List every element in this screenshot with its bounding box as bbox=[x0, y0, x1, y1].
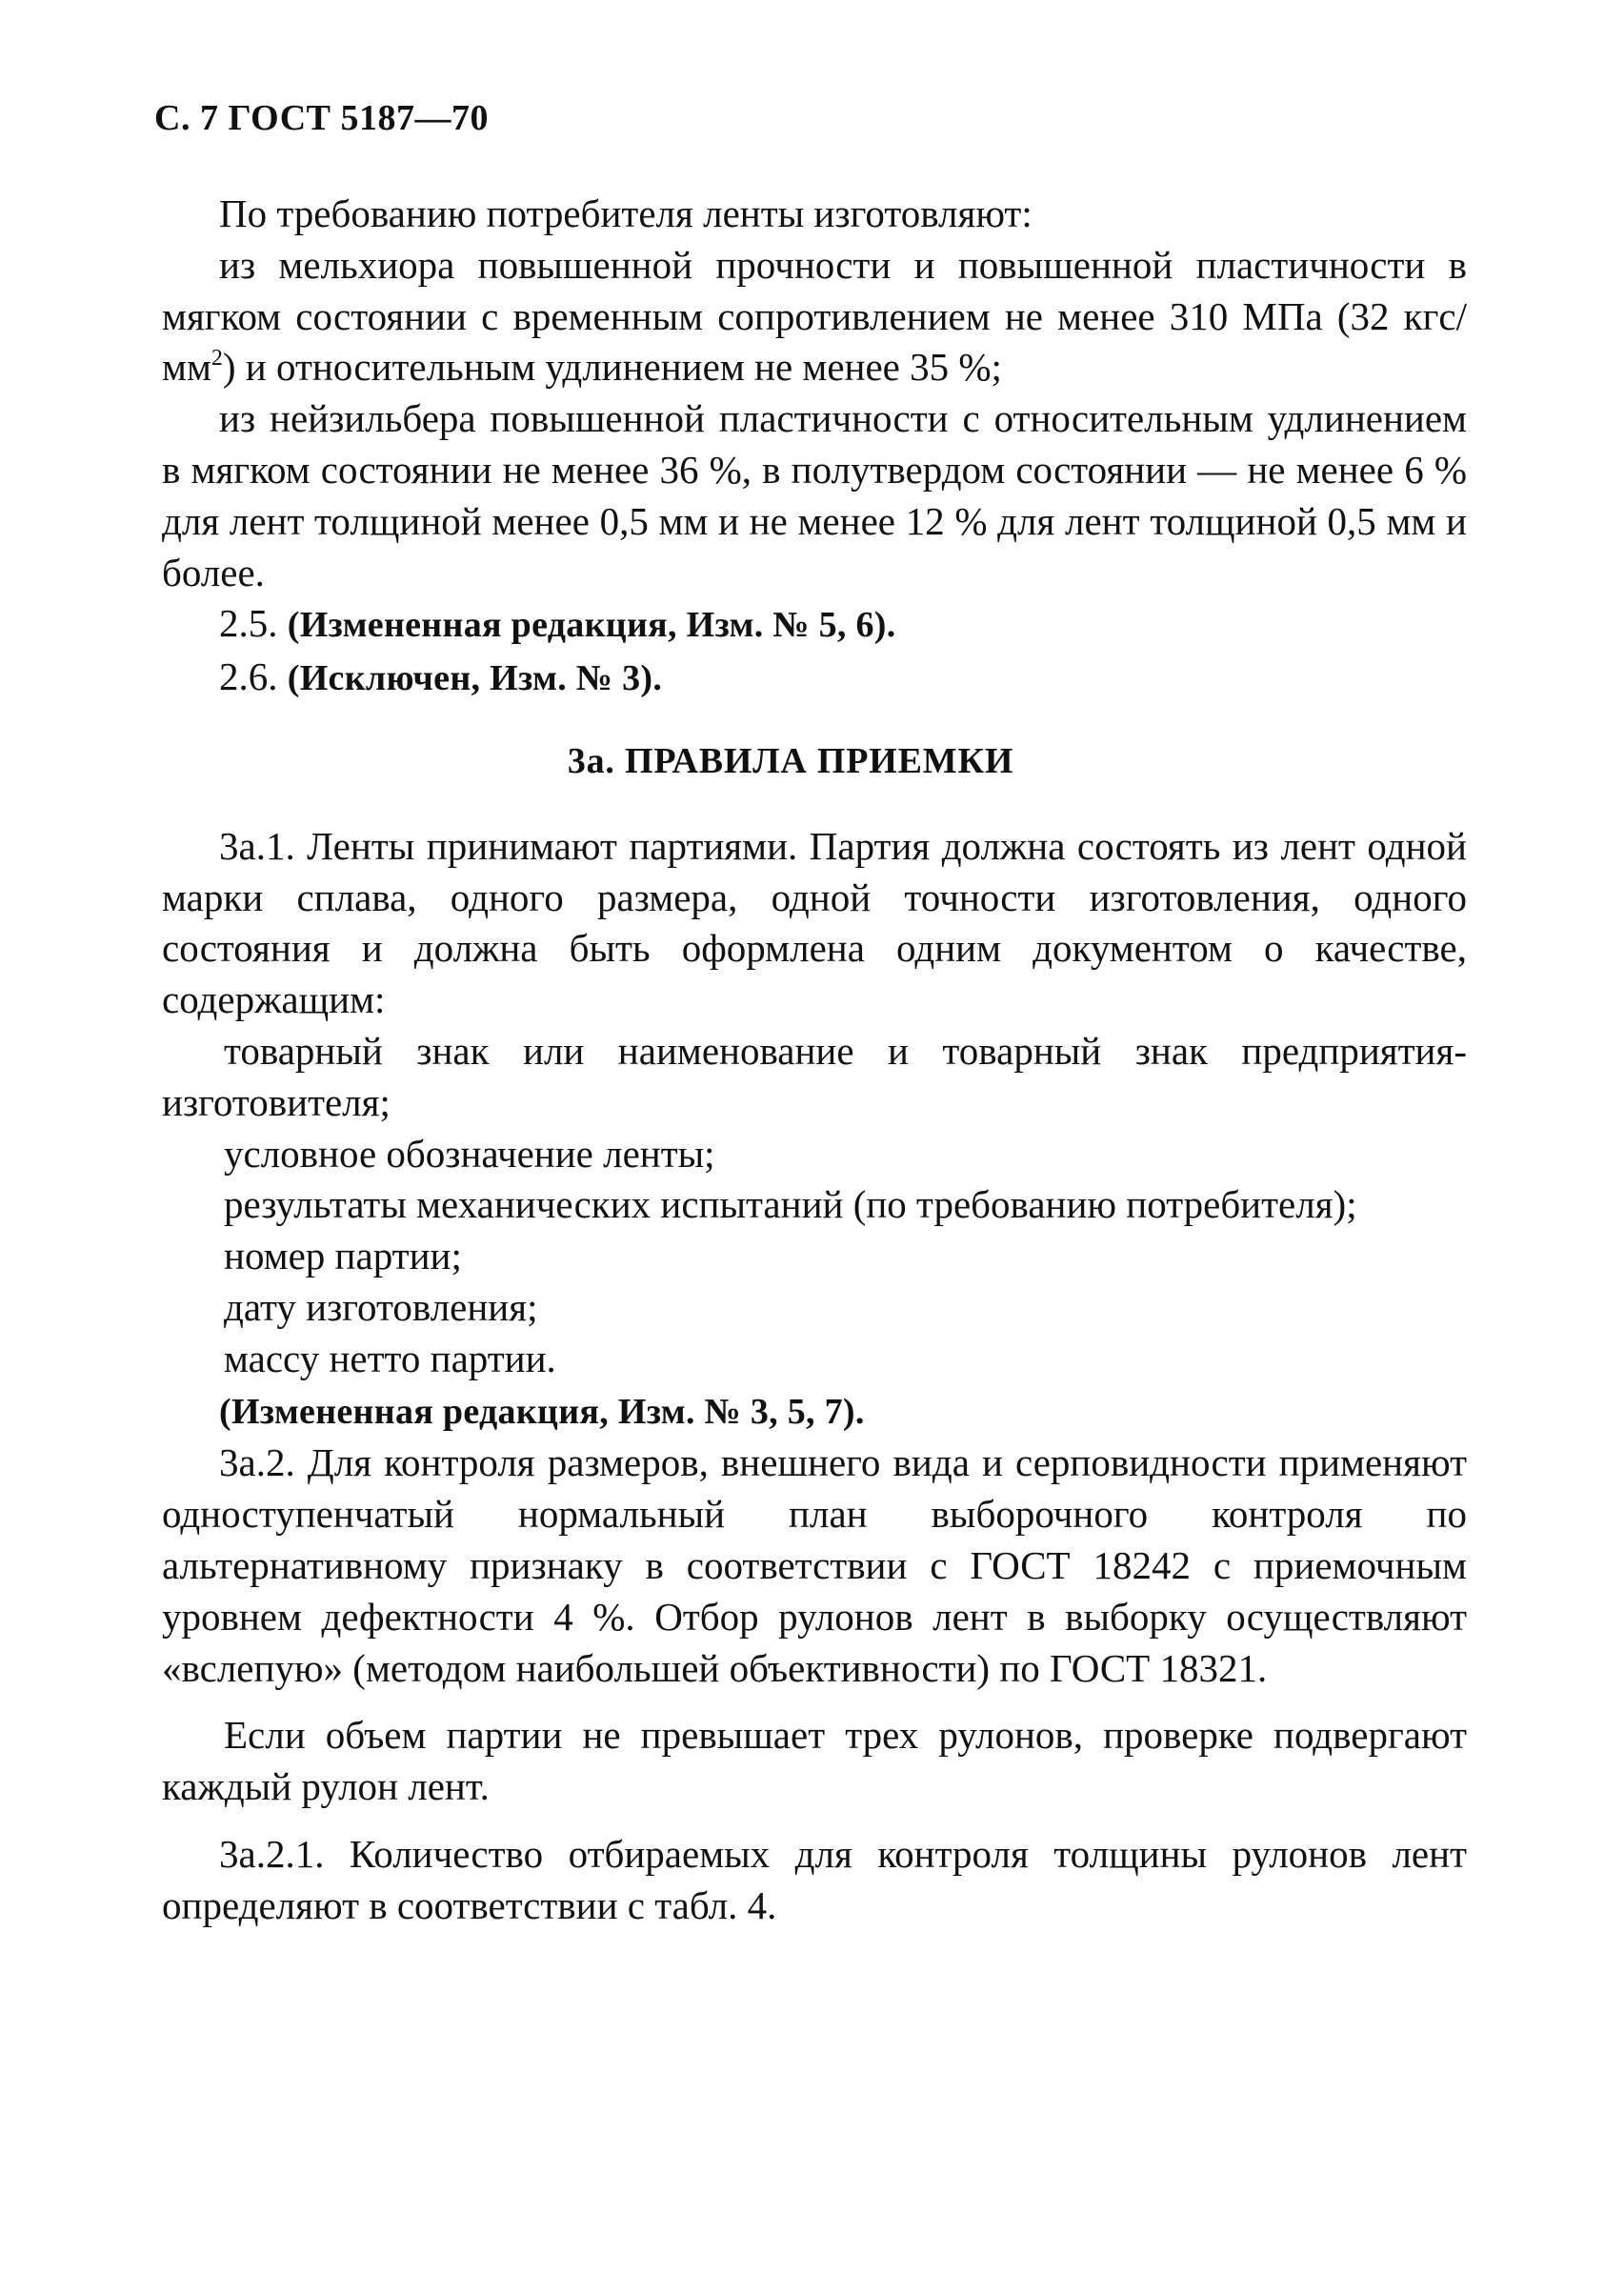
paragraph-2-5 bbox=[162, 598, 1467, 652]
amendment-note-2-5: (Измененная редакция, Изм. № 5, 6). bbox=[287, 605, 896, 646]
paragraph-3a-1: 3а.1. Ленты принимают партиями. Партия должна состоять из лент одной марки сплава, одного размера, одной точности изготовления, одного состояния и должна быть оформлена одним документом о качестве, содержащим: bbox=[162, 823, 1467, 1022]
paragraph-3a-2: 3а.2. Для контроля размеров, внешнего вида и серповидности применяют одноступенчатый нормальный план выборочного контроля по альтернативному признаку в соответствии с ГОСТ 18242 с приемочным уровнем дефектности 4 %. Отбор рулонов лент в выборку осуществляют «вслепую» (методом наибольшей объективности) по ГОСТ 18321. bbox=[162, 1440, 1467, 1690]
paragraph-small-batch: Если объем партии не превышает трех рулонов, проверке подвергают каждый рулон лент. bbox=[162, 1713, 1467, 1809]
paragraph-2-6 bbox=[162, 652, 1467, 705]
page-header: С. 7 ГОСТ 5187—70 bbox=[154, 98, 489, 138]
list-item-designation: условное обозначение ленты; bbox=[224, 1131, 715, 1176]
paragraph-melchior bbox=[162, 240, 1467, 393]
paragraph-3a-2-1: 3а.2.1. Количество отбираемых для контроля толщины рулонов лент определяют в соответствии с табл. 4. bbox=[162, 1831, 1467, 1927]
list-item-batch-number: номер партии; bbox=[224, 1234, 462, 1278]
document-body bbox=[162, 189, 1467, 1932]
amendment-note-2-6: (Исключен, Изм. № 3). bbox=[287, 658, 663, 699]
clause-number-2-5: 2.5. bbox=[219, 601, 278, 646]
paragraph-melchior-text-1: из мельхиора повышенной прочности и повышенной пластичности в мягком состоянии с временным сопротивлением не менее 310 МПа (32 кгс/мм bbox=[162, 242, 1467, 390]
paragraph-intro: По требованию потребителя ленты изготовляют: bbox=[219, 191, 1033, 235]
list-item-trademark: товарный знак или наименование и товарный знак предприятия-изготовителя; bbox=[162, 1028, 1467, 1124]
list-item-mechanical-tests: результаты механических испытаний (по требованию потребителя); bbox=[224, 1182, 1357, 1227]
amendment-note-3a-1 bbox=[162, 1385, 1467, 1439]
list-item-manufacture-date: дату изготовления; bbox=[224, 1284, 538, 1329]
paragraph-nickel-silver: из нейзильбера повышенной пластичности с относительным удлинением в мягком состоянии не менее 36 %, в полутвердом состоянии — не менее 6 % для лент толщиной менее 0,5 мм и не менее 12 % для лент толщиной 0,5 мм и более. bbox=[162, 396, 1467, 594]
section-title: 3а. ПРАВИЛА ПРИЕМКИ bbox=[567, 740, 1014, 781]
clause-number-2-6: 2.6. bbox=[219, 654, 278, 699]
list-item-net-mass: массу нетто партии. bbox=[224, 1336, 556, 1380]
superscript-2: 2 bbox=[211, 345, 223, 371]
paragraph-melchior-text-2: ) и относительным удлинением не менее 35 %; bbox=[222, 345, 1002, 390]
amendment-note-3a-1-text: (Измененная редакция, Изм. № 3, 5, 7). bbox=[219, 1391, 865, 1432]
